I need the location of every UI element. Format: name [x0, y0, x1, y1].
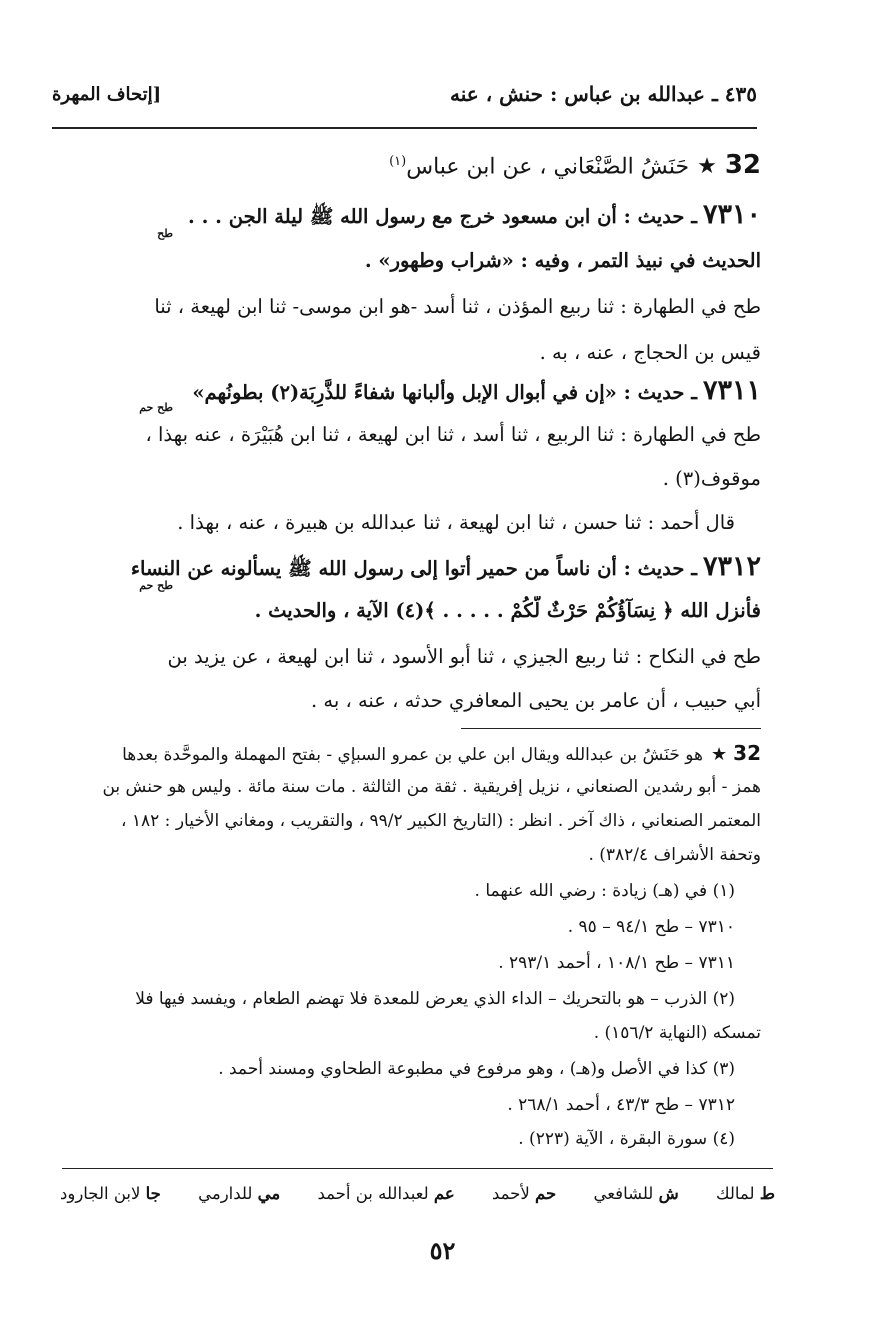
legend-rule — [62, 1168, 773, 1169]
footnote-entry-line1 — [52, 740, 761, 770]
hadith-7312-line3: طح في النكاح : ثنا ربيع الجيزي ، ثنا أبو الأسود ، ثنا ابن لهيعة ، عن يزيد بن — [167, 645, 761, 668]
footnote-7312-ref: ٧٣١٢ – طح ٤٣/٣ ، أحمد ٢٦٨/١ . — [507, 1095, 735, 1115]
hadith-7311-source-tag: طح حم — [139, 401, 173, 414]
header-rule — [52, 127, 757, 129]
entry-footnote-ref: (١) — [389, 154, 407, 169]
legend-item: حم لأحمد — [491, 1184, 557, 1203]
abbreviation-legend — [60, 1184, 775, 1203]
footnote-separator — [461, 728, 761, 729]
legend-item: عم لعبدالله بن أحمد — [317, 1184, 455, 1203]
footnote-entry-line3: المعتمر الصنعاني ، ذاك آخر . انظر : (التاريخ الكبير ٩٩/٢ ، والتقريب ، ومغاني الأخيار : ١٨٢ ، — [120, 811, 761, 831]
star-icon: ★ — [711, 744, 728, 765]
hadith-7310-line3: طح في الطهارة : ثنا ربيع المؤذن ، ثنا أسد -هو ابن موسى- ثنا ابن لهيعة ، ثنا — [154, 295, 761, 318]
footnote-4: (٤) سورة البقرة ، الآية (٢٢٣) . — [518, 1129, 735, 1149]
hadith-7312-source-tag: طح حم — [139, 579, 173, 592]
footnote-3: (٣) كذا في الأصل و(هـ) ، وهو مرفوع في مطبوعة الطحاوي ومسند أحمد . — [218, 1059, 735, 1079]
hadith-7312-text: ـ حديث : أن ناساً من حمير أتوا إلى رسول الله ﷺ يسألونه عن النساء — [130, 557, 697, 580]
entry-number: 32 — [724, 150, 761, 181]
footnote-entry-line4: وتحفة الأشراف ٣٨٢/٤) . — [588, 845, 761, 865]
entry-title-text: حَنَشُ الصَّنْعَاني ، عن ابن عباس — [406, 154, 690, 180]
footnote-7310-ref: ٧٣١٠ – طح ٩٤/١ – ٩٥ . — [567, 917, 735, 937]
header-chapter: ٤٣٥ ـ عبدالله بن عباس : حنش ، عنه — [450, 82, 757, 106]
legend-item: ط لمالك — [715, 1184, 775, 1203]
legend-item: جا لابن الجارود — [60, 1184, 161, 1203]
hadith-7312-number: ٧٣١٢ — [702, 552, 761, 582]
hadith-7311-line3: موقوف(٣) . — [662, 467, 761, 490]
hadith-7311-line4: قال أحمد : ثنا حسن ، ثنا ابن لهيعة ، ثنا عبدالله بن هبيرة ، عنه ، بهذا . — [177, 511, 735, 534]
footnote-2-line1: (٢) الذرب – هو بالتحريك – الداء الذي يعرض للمعدة فلا تهضم الطعام ، ويفسد فيها فلا — [135, 989, 735, 1009]
footnote-2-line2: تمسكه (النهاية ١٥٦/٢) . — [593, 1023, 761, 1043]
header-book-title: [إتحاف المهرة — [52, 83, 162, 105]
footnote-1: (١) في (هـ) زيادة : رضي الله عنهما . — [474, 881, 735, 901]
legend-item: مي للدارمي — [198, 1184, 281, 1203]
hadith-7312-line2: فأنزل الله ﴿ نِسَآؤُكُمْ حَرْثٌ لَّكُمْ . . . . . ﴾(٤) الآية ، والحديث . — [254, 599, 761, 622]
hadith-7310-number: ٧٣١٠ — [702, 200, 761, 230]
hadith-7310-text: ـ حديث : أن ابن مسعود خرج مع رسول الله ﷺ ليلة الجن . . . — [188, 205, 697, 228]
hadith-7311-text: ـ حديث : «إن في أبوال الإبل وألبانها شفاءً للذَّرِبَة(٢) بطونُهم» — [192, 381, 697, 404]
hadith-7311-line2: طح في الطهارة : ثنا الربيع ، ثنا أسد ، ثنا ابن لهيعة ، ثنا ابن هُبَيْرَة ، عنه بهذا ، — [145, 423, 761, 446]
hadith-7311-number: ٧٣١١ — [702, 376, 761, 406]
footnote-7311-ref: ٧٣١١ – طح ١٠٨/١ ، أحمد ٢٩٣/١ . — [498, 953, 735, 973]
footnote-entry-number: 32 — [733, 741, 761, 765]
running-header — [52, 78, 757, 110]
footnote-entry-text: هو حَنَشُ بن عبدالله ويقال ابن علي بن عمرو السبإي - بفتح المهملة والموحَّدة بعدها — [122, 745, 704, 765]
footnote-entry-line2: همز - أبو رشدين الصنعاني ، نزيل إفريقية . ثقة من الثالثة . مات سنة مائة . وليس هو حنش بن — [102, 777, 761, 797]
page-number: ٥٢ — [429, 1236, 456, 1265]
legend-item: ش للشافعي — [593, 1184, 679, 1203]
entry-title — [52, 142, 761, 182]
hadith-7310-line2: الحديث في نبيذ التمر ، وفيه : «شراب وطهور» . — [364, 249, 761, 272]
star-icon: ★ — [697, 154, 717, 180]
hadith-7312-line4: أبي حبيب ، أن عامر بن يحيى المعافري حدثه ، عنه ، به . — [310, 689, 761, 712]
hadith-7310-source-tag: طح — [157, 227, 173, 240]
hadith-7310-line4: قيس بن الحجاج ، عنه ، به . — [539, 341, 761, 364]
